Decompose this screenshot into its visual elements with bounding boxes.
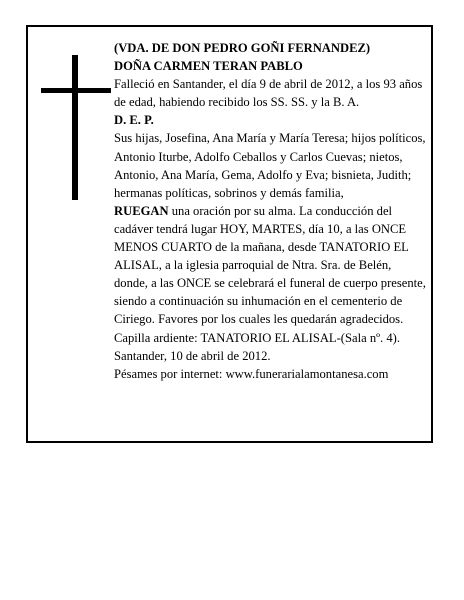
- cross-horizontal-bar: [41, 88, 111, 93]
- widow-of-line: (VDA. DE DON PEDRO GOÑI FERNANDEZ): [114, 41, 371, 55]
- ruegan-label: RUEGAN: [114, 203, 169, 218]
- death-details: Falleció en Santander, el día 9 de abril de 2012, a los 93 años de edad, habiendo recibido los SS. SS. y la B. A.: [114, 77, 423, 110]
- cross-vertical-bar: [72, 55, 78, 200]
- deceased-name: DOÑA CARMEN TERAN PABLO: [114, 59, 303, 74]
- latin-cross-icon: [41, 55, 111, 200]
- family-list: Sus hijas, Josefina, Ana María y María Teresa; hijos políticos, Antonio Iturbe, Adolfo Ceballos y Carlos Cuevas; nietos, Antonio, Ana María, Gema, Adolfo y Eva; bisnieta, Judith; hermanas políticas, sobrinos y demás familia,: [114, 131, 426, 200]
- condolences-line: Pésames por internet: www.funerarialamontanesa.com: [114, 366, 389, 381]
- obituary-notice: [26, 25, 433, 443]
- notice-body: [114, 39, 426, 383]
- place-date: Santander, 10 de abril de 2012.: [114, 348, 271, 363]
- dep-line: D. E. P.: [114, 113, 154, 128]
- ceremony-details: una oración por su alma. La conducción del cadáver tendrá lugar HOY, MARTES, día 10, a las ONCE MENOS CUARTO de la mañana, desde TANATORIO EL ALISAL, a la iglesia parroquial de Ntra. Sra. de Belén, donde, a las ONCE se celebrará el funeral de cuerpo presente, siendo a continuación su inhumación en el cementerio de Ciriego. Favores por los cuales les quedarán agradecidos. Capilla ardiente: TANATORIO EL ALISAL-(Sala nº. 4).: [114, 203, 426, 345]
- ceremony-paragraph: [114, 202, 426, 347]
